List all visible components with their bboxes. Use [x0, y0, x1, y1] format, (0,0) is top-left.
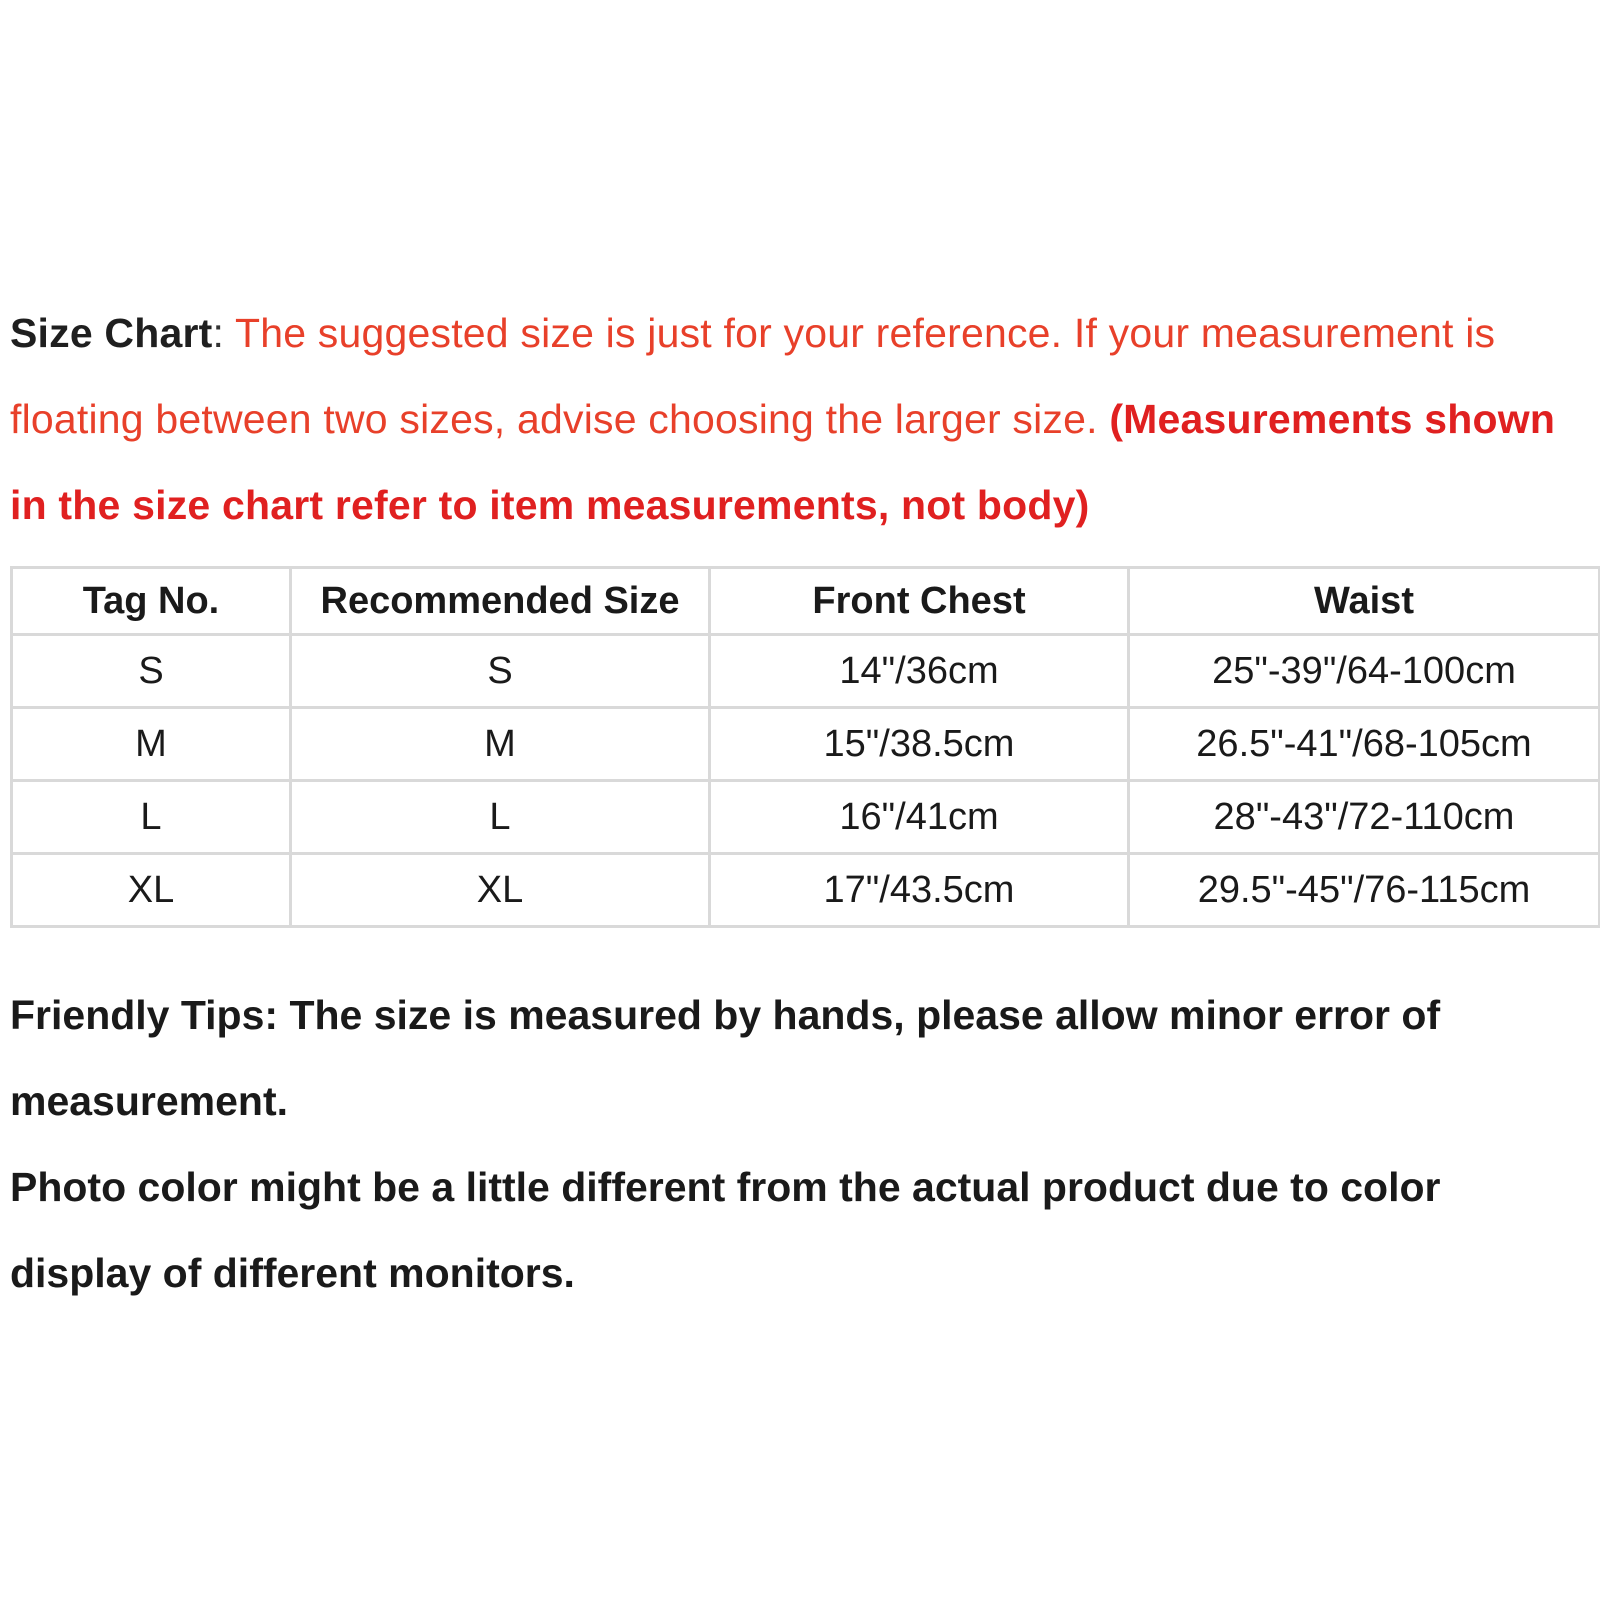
cell-tag-no: L: [12, 781, 291, 854]
cell-waist: 25"-39"/64-100cm: [1129, 635, 1600, 708]
cell-recommended-size: S: [291, 635, 710, 708]
header-tag-no: Tag No.: [12, 568, 291, 635]
cell-front-chest: 14"/36cm: [710, 635, 1129, 708]
cell-tag-no: S: [12, 635, 291, 708]
cell-front-chest: 15"/38.5cm: [710, 708, 1129, 781]
table-row: [12, 781, 1600, 854]
friendly-tips: [10, 972, 1570, 1316]
size-chart-label: Size Chart: [10, 310, 213, 356]
cell-waist: 29.5"-45"/76-115cm: [1129, 854, 1600, 927]
size-table: [10, 566, 1600, 928]
size-chart-intro: [10, 290, 1570, 548]
cell-recommended-size: M: [291, 708, 710, 781]
header-recommended-size: Recommended Size: [291, 568, 710, 635]
cell-front-chest: 17"/43.5cm: [710, 854, 1129, 927]
tip-measurement-error: Friendly Tips: The size is measured by hands, please allow minor error of measurement.: [10, 992, 1441, 1124]
table-header-row: [12, 568, 1600, 635]
size-reference-note: The suggested size is just for your reference. If your measurement is floating between two sizes, advise choosing the larger size.: [10, 310, 1496, 442]
measurement-disclaimer: (Measurements shown in the size chart refer to item measurements, not body): [10, 396, 1556, 528]
cell-waist: 26.5"-41"/68-105cm: [1129, 708, 1600, 781]
header-front-chest: Front Chest: [710, 568, 1129, 635]
cell-recommended-size: XL: [291, 854, 710, 927]
table-row: [12, 708, 1600, 781]
cell-tag-no: M: [12, 708, 291, 781]
cell-front-chest: 16"/41cm: [710, 781, 1129, 854]
table-row: [12, 635, 1600, 708]
cell-tag-no: XL: [12, 854, 291, 927]
cell-recommended-size: L: [291, 781, 710, 854]
size-chart-colon: :: [212, 310, 225, 356]
header-waist: Waist: [1129, 568, 1600, 635]
table-row: [12, 854, 1600, 927]
tip-photo-color: Photo color might be a little different from the actual product due to color display of different monitors.: [10, 1164, 1441, 1296]
cell-waist: 28"-43"/72-110cm: [1129, 781, 1600, 854]
